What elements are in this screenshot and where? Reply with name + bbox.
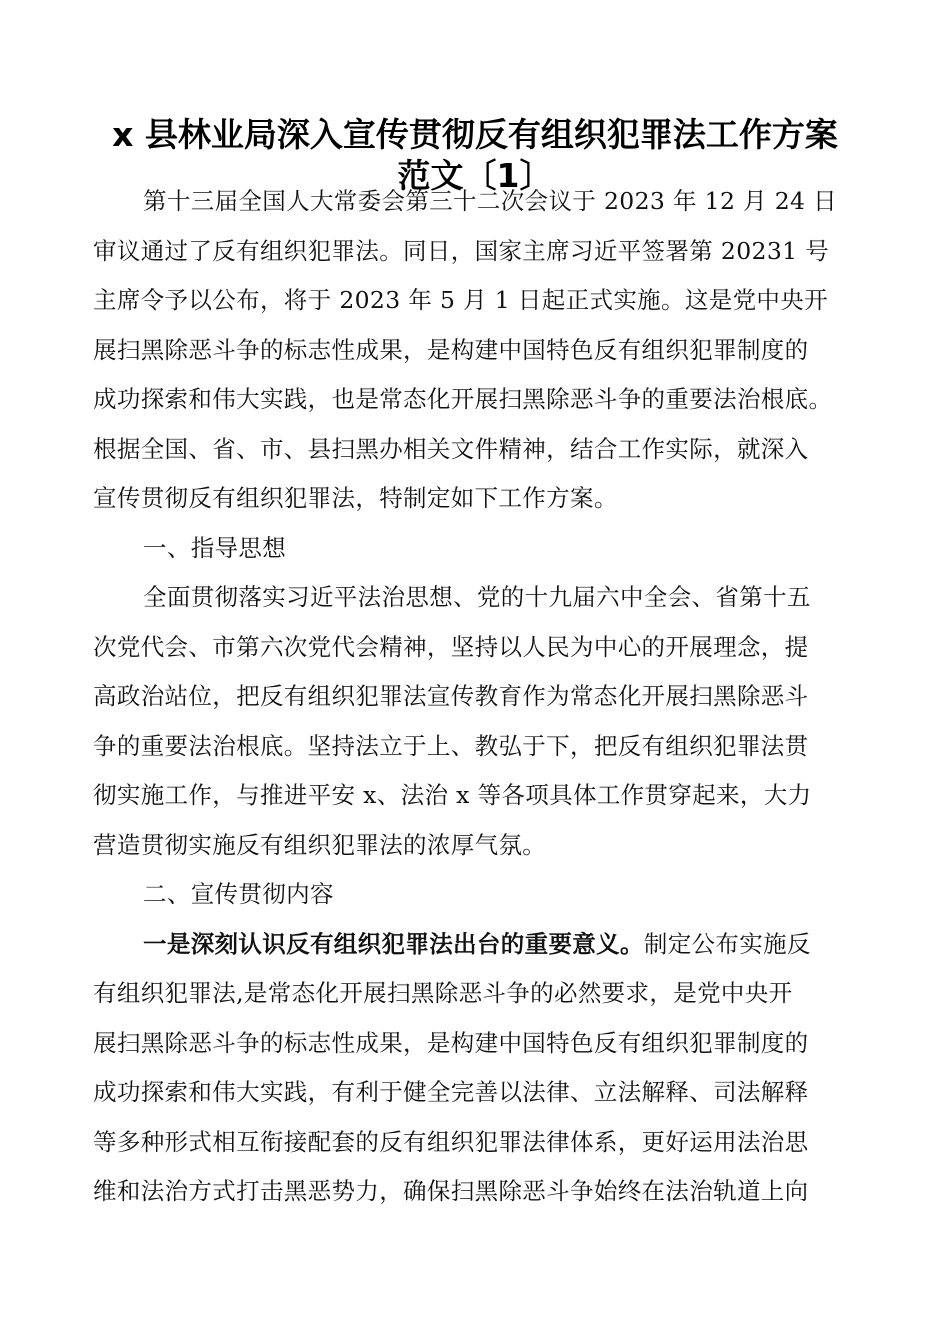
section1-line: 彻实施工作，与推进平安 x、法治 x 等各项具体工作贯穿起来，大力 xyxy=(93,781,812,809)
document-title-line-2: 范文〔1〕 xyxy=(397,156,553,195)
intro-line: 审议通过了反有组织犯罪法。同日，国家主席习近平签署第 20231 号 xyxy=(93,237,830,265)
point1-first-rest: 制定公布实施反 xyxy=(643,930,811,958)
point1-line: 维和法治方式打击黑恶势力，确保扫黑除恶斗争始终在法治轨道上向 xyxy=(93,1177,809,1205)
point1-line: 有组织犯罪法,是常态化开展扫黑除恶斗争的必然要求，是党中央开 xyxy=(93,979,793,1007)
point1-line: 展扫黑除恶斗争的标志性成果，是构建中国特色反有组织犯罪制度的 xyxy=(93,1029,809,1057)
document-title-line-1: x 县林业局深入宣传贯彻反有组织犯罪法工作方案 xyxy=(112,115,838,154)
intro-line: 展扫黑除恶斗争的标志性成果，是构建中国特色反有组织犯罪制度的 xyxy=(93,336,809,364)
section1-line: 高政治站位，把反有组织犯罪法宣传教育作为常态化开展扫黑除恶斗 xyxy=(93,682,809,710)
point1-first-line xyxy=(143,929,863,959)
intro-line: 宣传贯彻反有组织犯罪法，特制定如下工作方案。 xyxy=(93,484,618,512)
section-heading-guiding-ideology: 一、指导思想 xyxy=(143,534,287,562)
point1-line: 成功探索和伟大实践，有利于健全完善以法律、立法解释、司法解释 xyxy=(93,1078,809,1106)
section1-line: 营造贯彻实施反有组织犯罪法的浓厚气氛。 xyxy=(93,831,547,859)
intro-line: 第十三届全国人大常委会第三十二次会议于 2023 年 12 月 24 日 xyxy=(143,187,838,215)
section1-line: 争的重要法治根底。坚持法立于上、教弘于下，把反有组织犯罪法贯 xyxy=(93,732,809,760)
section1-line: 全面贯彻落实习近平法治思想、党的十九届六中全会、省第十五 xyxy=(143,583,811,611)
intro-line: 根据全国、省、市、县扫黑办相关文件精神，结合工作实际，就深入 xyxy=(93,435,809,463)
point1-bold-lead: 一是深刻认识反有组织犯罪法出台的重要意义。 xyxy=(143,930,644,958)
point1-line: 等多种形式相互衔接配套的反有组织犯罪法律体系，更好运用法治思 xyxy=(93,1128,809,1156)
intro-line: 成功探索和伟大实践，也是常态化开展扫黑除恶斗争的重要法治根底。 xyxy=(93,385,833,413)
section-heading-publicity-content: 二、宣传贯彻内容 xyxy=(143,880,334,908)
intro-line: 主席令予以公布，将于 2023 年 5 月 1 日起正式实施。这是党中央开 xyxy=(93,286,828,314)
section1-line: 次党代会、市第六次党代会精神，坚持以人民为中心的开展理念，提 xyxy=(93,633,809,661)
